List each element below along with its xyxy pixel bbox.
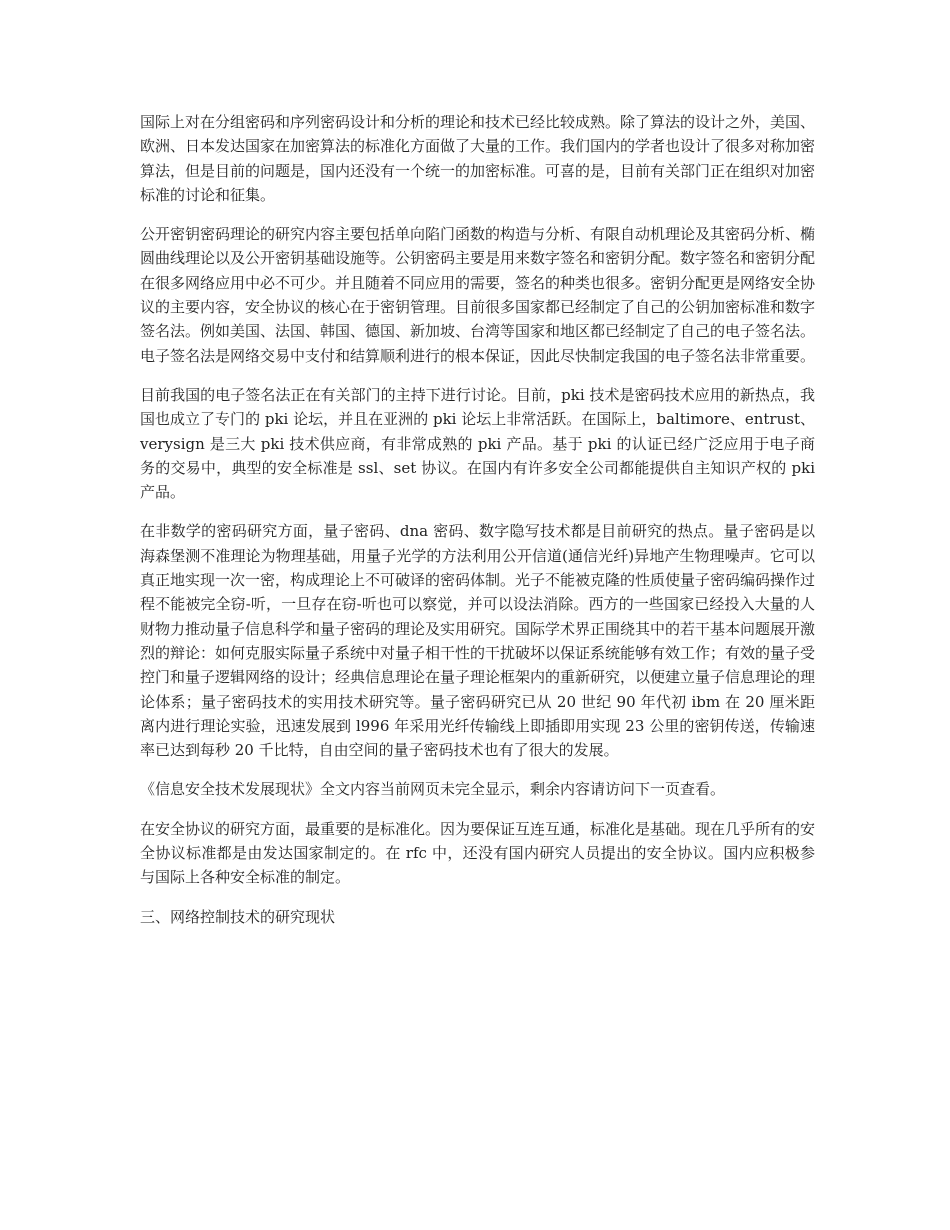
paragraph-pki: 目前我国的电子签名法正在有关部门的主持下进行讨论。目前，pki 技术是密码技术应用的新热点，我国也成立了专门的 pki 论坛，并且在亚洲的 pki 论坛上非常活跃。在国际上，baltimore、entrust、verysign 是三大 pki 技术供应商，有非常成熟的 pki 产品。基于 pki 的认证已经广泛应用于电子商务的交易中，典型的安全标准是 ssl、set 协议。在国内有许多安全公司都能提供自主知识产权的 pki 产品。 <box>140 385 815 502</box>
paragraph-security-protocol: 在安全协议的研究方面，最重要的是标准化。因为要保证互连互通，标准化是基础。现在几乎所有的安全协议标准都是由发达国家制定的。在 rfc 中，还没有国内研究人员提出的安全协议。国内应积极参与国际上各种安全标准的制定。 <box>140 819 816 887</box>
paragraph-public-key: 公开密钥密码理论的研究内容主要包括单向陷门函数的构造与分析、有限自动机理论及其密码分析、椭圆曲线理论以及公开密钥基础设施等。公钥密码主要是用来数字签名和密钥分配。数字签名和密钥分配在很多网络应用中必不可少。并且随着不同应用的需要，签名的种类也很多。密钥分配更是网络安全协议的主要内容，安全协议的核心在于密钥管理。目前很多国家都已经制定了自己的公钥加密标准和数字签名法。例如美国、法国、韩国、德国、新加坡、台湾等国家和地区都已经制定了自己的电子签名法。电子签名法是网络交易中支付和结算顺利进行的根本保证，因此尽快制定我国的电子签名法非常重要。 <box>140 225 816 365</box>
paragraph-continue-notice: 《信息安全技术发展现状》全文内容当前网页未完全显示，剩余内容请访问下一页查看。 <box>140 780 726 799</box>
document-body <box>140 110 815 929</box>
paragraph-symmetric-crypto: 国际上对在分组密码和序列密码设计和分析的理论和技术已经比较成熟。除了算法的设计之外，美国、欧洲、日本发达国家在加密算法的标准化方面做了大量的工作。我们国内的学者也设计了很多对称加密算法，但是目前的问题是，国内还没有一个统一的加密标准。可喜的是，目前有关部门正在组织对加密标准的讨论和征集。 <box>140 113 816 204</box>
section-heading: 三、网络控制技术的研究现状 <box>140 907 336 926</box>
paragraph-quantum-crypto: 在非数学的密码研究方面，量子密码、dna 密码、数字隐写技术都是目前研究的热点。量子密码是以海森堡测不准理论为物理基础，用量子光学的方法利用公开信道(通信光纤)异地产生物理噪声。它可以真正地实现一次一密，构成理论上不可破译的密码体制。光子不能被克隆的性质使量子密码编码操作过程不能被完全窃-听，一旦存在窃-听也可以察觉，并可以设法消除。西方的一些国家已经投入大量的人财物力推动量子信息科学和量子密码的理论及实用研究。国际学术界正围绕其中的若干基本问题展开激烈的辩论：如何克服实际量子系统中对量子相干性的干扰破坏以保证系统能够有效工作；有效的量子受控门和量子逻辑网络的设计；经典信息理论在量子理论框架内的重新研究，以便建立量子信息理论的理论体系；量子密码技术的实用技术研究等。量子密码研究已从 20 世纪 90 年代初 ibm 在 20 厘米距离内进行理论实验，迅速发展到 l996 年采用光纤传输线上即插即用实现 23 公里的密钥传送，传输速率已达到每秒 20 千比特，自由空间的量子密码技术也有了很大的发展。 <box>140 522 816 760</box>
